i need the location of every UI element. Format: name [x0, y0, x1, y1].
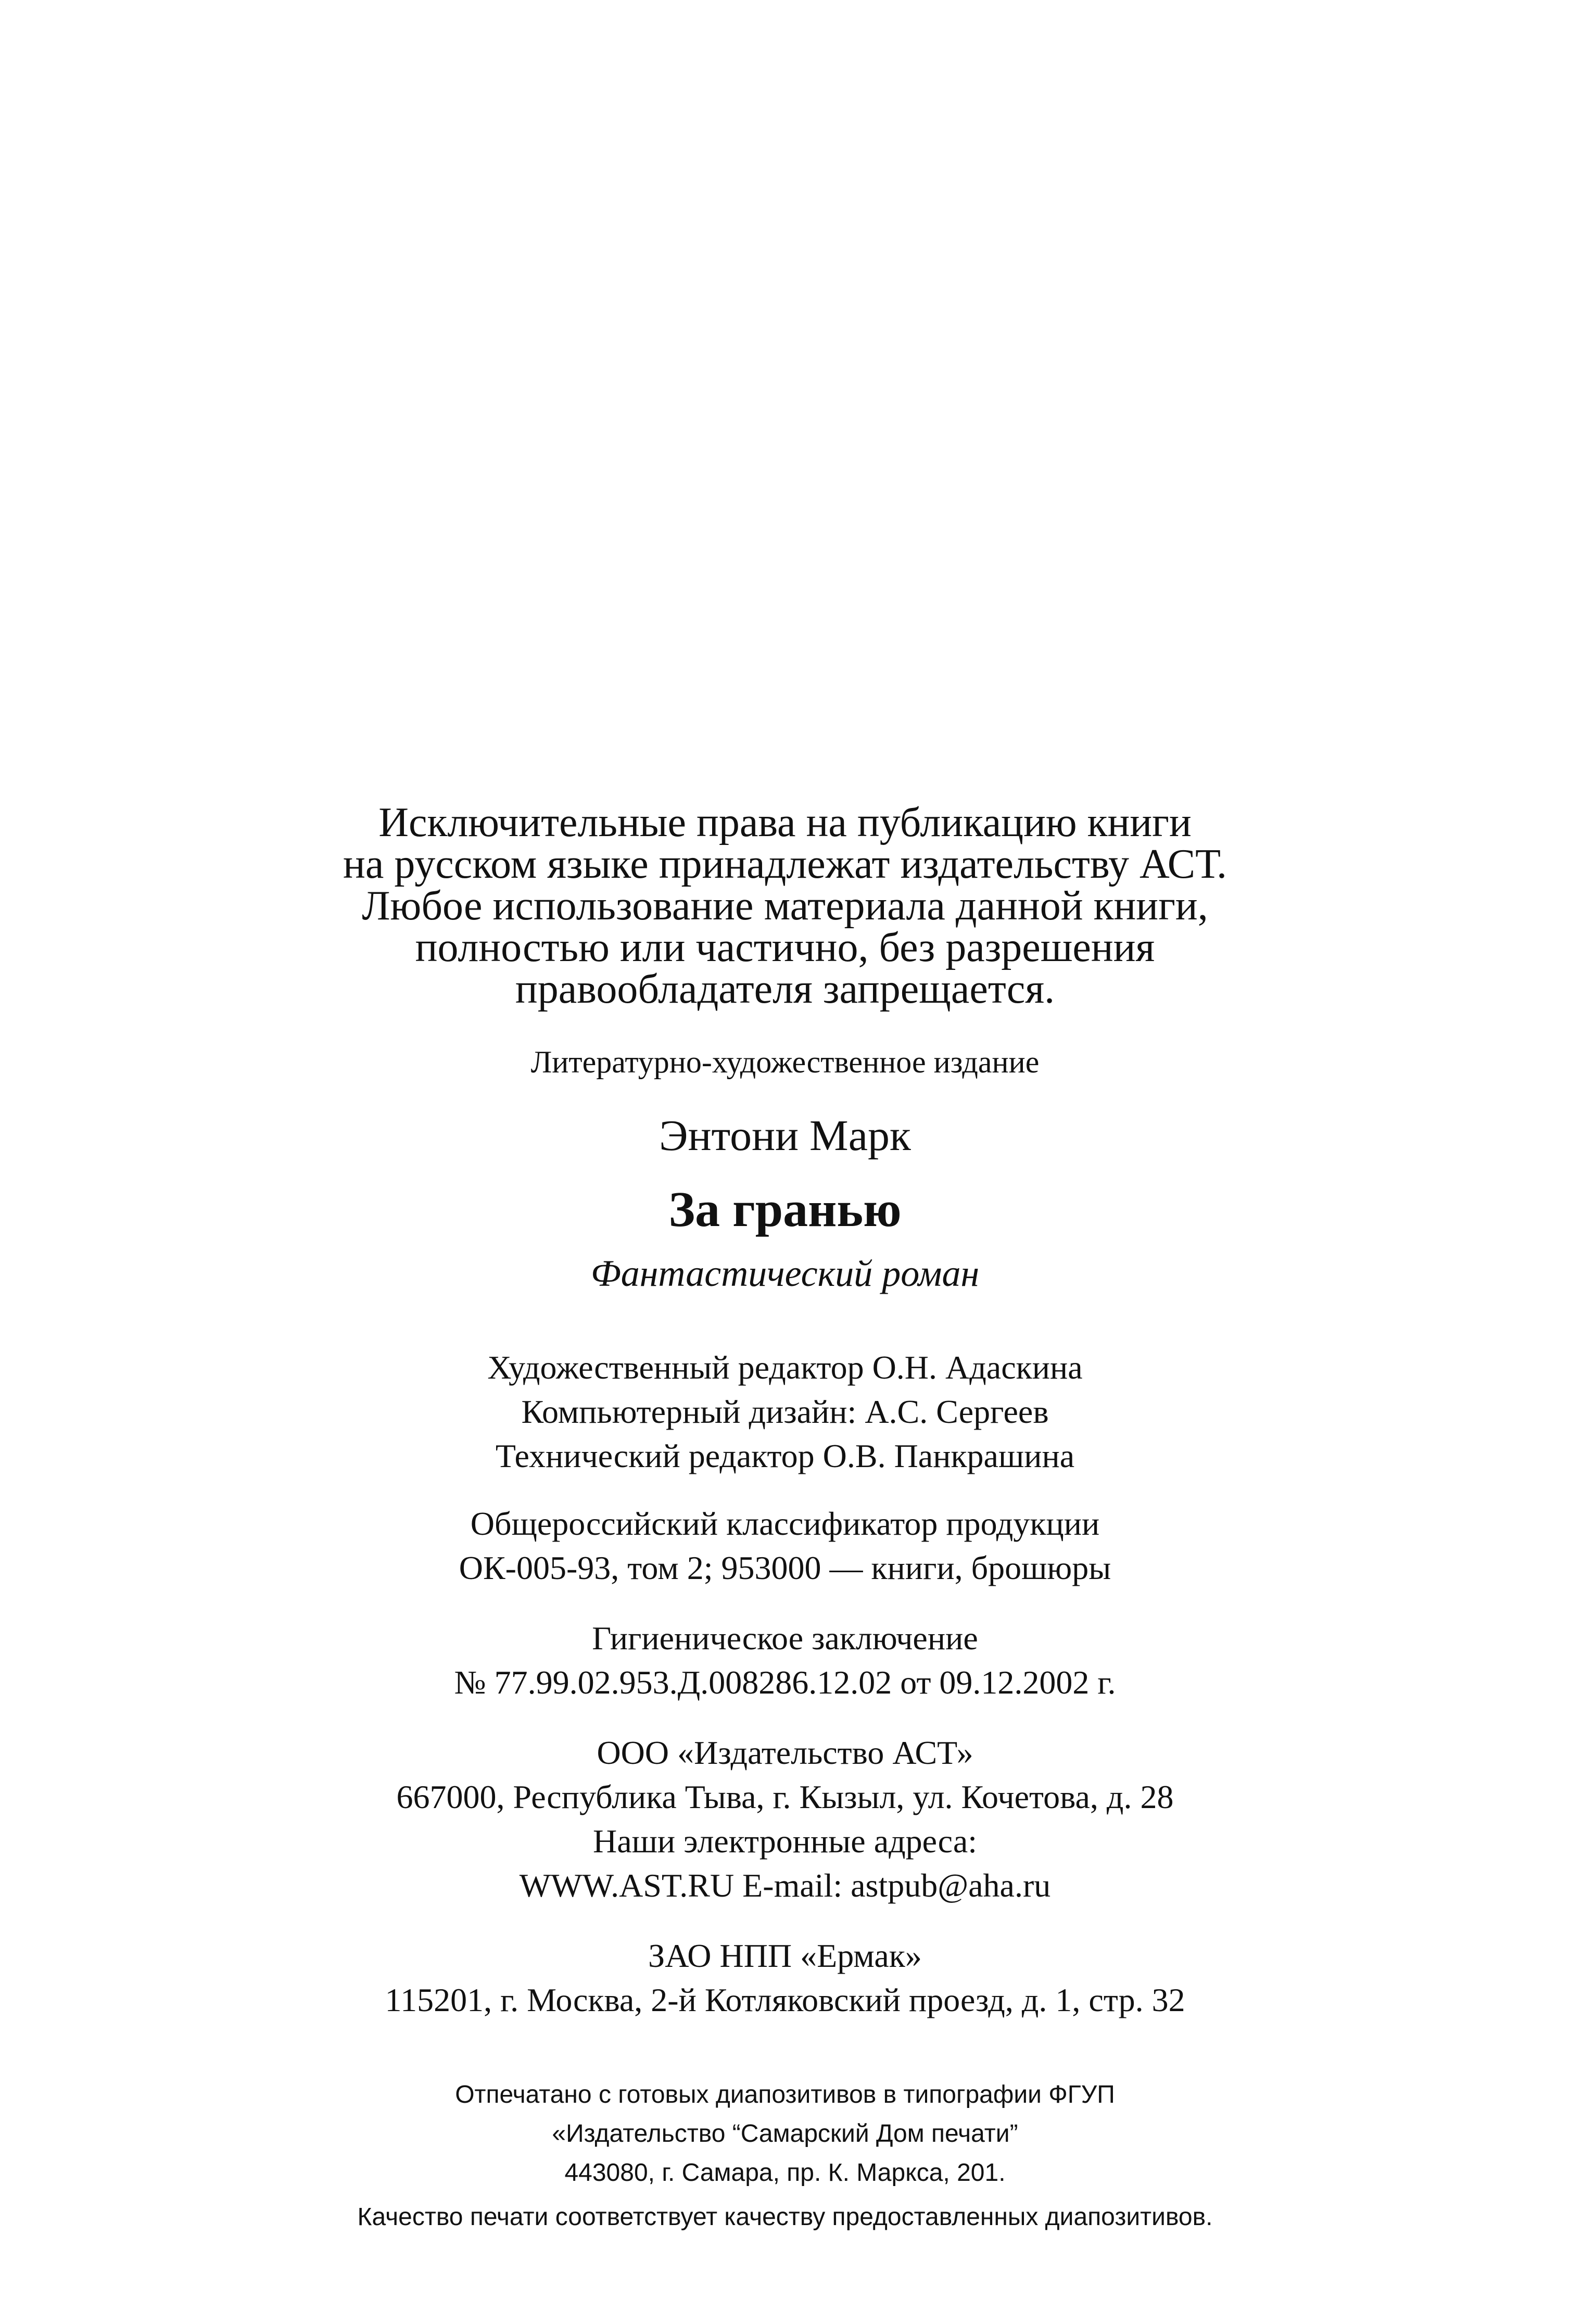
printing-line-2: «Издательство “Самарский Дом печати” — [552, 2120, 1018, 2148]
classifier-line-2: ОК-005-93, том 2; 953000 — книги, брошюры — [459, 1549, 1111, 1586]
publisher-web-contacts: WWW.AST.RU E-mail: astpub@aha.ru — [519, 1867, 1051, 1904]
rights-notice-line-3: Любое использование материала данной книги, — [362, 883, 1208, 929]
author-name: Энтони Марк — [659, 1112, 911, 1160]
publisher-name: ООО «Издательство АСТ» — [597, 1734, 973, 1771]
partner-address: 115201, г. Москва, 2-й Котляковский проезд, д. 1, стр. 32 — [385, 1981, 1185, 2018]
rights-notice-line-4: полностью или частично, без разрешения — [415, 925, 1155, 970]
hygiene-line-2: № 77.99.02.953.Д.008286.12.02 от 09.12.2002 г. — [454, 1664, 1116, 1701]
credit-art-editor: Художественный редактор О.Н. Адаскина — [487, 1349, 1083, 1386]
credit-tech-editor: Технический редактор О.В. Панкрашина — [495, 1437, 1075, 1474]
credit-designer: Компьютерный дизайн: А.С. Сергеев — [521, 1393, 1049, 1430]
rights-notice-line-1: Исключительные права на публикацию книги — [378, 800, 1192, 845]
genre-label: Литературно-художественное издание — [530, 1045, 1040, 1079]
publisher-web-label: Наши электронные адреса: — [592, 1823, 978, 1860]
rights-notice-line-5: правообладателя запрещается. — [515, 966, 1055, 1012]
publisher-address: 667000, Республика Тыва, г. Кызыл, ул. Кочетова, д. 28 — [396, 1778, 1174, 1815]
printing-line-1: Отпечатано с готовых диапозитивов в типографии ФГУП — [455, 2081, 1115, 2108]
hygiene-line-1: Гигиеническое заключение — [592, 1620, 978, 1657]
classifier-line-1: Общероссийский классификатор продукции — [470, 1505, 1100, 1542]
printing-line-3: 443080, г. Самара, пр. К. Маркса, 201. — [564, 2159, 1006, 2187]
book-subtitle: Фантастический роман — [590, 1253, 980, 1294]
printing-quality-note: Качество печати соответствует качеству предоставленных диапозитивов. — [357, 2203, 1213, 2231]
partner-name: ЗАО НПП «Ермак» — [648, 1937, 922, 1974]
book-title: За гранью — [668, 1181, 902, 1237]
rights-notice-line-2: на русском языке принадлежат издательству АСТ. — [343, 841, 1227, 887]
